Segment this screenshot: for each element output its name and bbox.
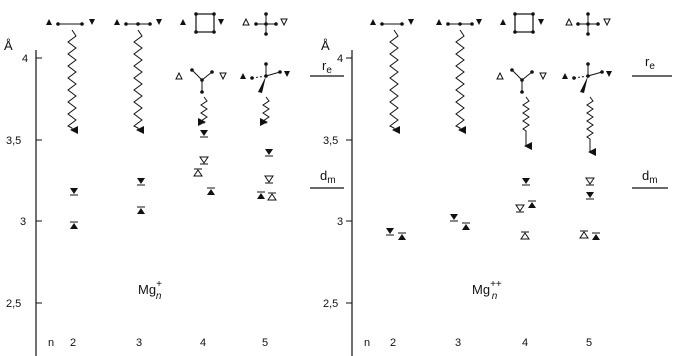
right-n-5: 5 [586,337,593,349]
right-n4-trigonal [497,68,546,94]
left-dm-label: $d_m$ [320,168,336,186]
right-n4-markers [516,178,536,239]
right-n3-structure [436,19,482,26]
left-n5-markers [257,149,276,200]
left-tick-label-4: 4 [22,53,29,65]
right-n-3: 3 [455,337,462,349]
left-tick-label-3: 3 [20,216,27,228]
right-n-label: n [364,337,371,349]
left-n5-3d [240,62,290,93]
right-tick-label-4: 4 [337,53,344,65]
right-n3-markers [450,214,470,230]
right-n5-planar [566,12,610,36]
right-n2-wavy-arrow [390,30,398,130]
left-n2-markers [70,188,78,229]
right-y-unit-label: Å [321,38,330,53]
left-n4-markers [194,130,215,195]
left-n3-wavy-arrow [134,30,142,130]
right-tick-label-3: 3 [337,216,344,228]
right-n-4: 4 [522,337,529,349]
left-panel [4,12,344,356]
left-n-3: 3 [136,337,143,349]
right-tick-label-3-5: 3,5 [323,135,339,147]
right-n-2: 2 [390,337,397,349]
left-tick-label-3-5: 3,5 [6,135,22,147]
left-y-unit-label: Å [4,38,13,53]
right-panel [321,12,672,356]
right-n2-structure [370,19,414,26]
left-n2-wavy-arrow [68,30,76,130]
left-n2-structure [46,19,95,26]
left-tick-label-2-5: 2,5 [6,298,22,310]
right-species-label: Mg++ n [472,279,502,302]
left-n4-trigonal [176,68,226,94]
left-n3-markers [137,178,145,214]
right-n3-wavy-arrow [456,30,464,130]
left-n-5: 5 [262,337,269,349]
right-dm-label: $d_m$ [642,168,658,186]
left-species-label: Mg+ n [138,279,162,302]
right-n2-markers [386,228,406,240]
right-re-label: $r_e$ [645,54,655,72]
right-n5-3d [562,62,612,93]
right-n4-square [500,12,544,34]
left-re-label: $r_e$ [322,58,332,76]
right-n5-markers [580,178,600,240]
left-n-4: 4 [200,337,207,349]
right-n5-wavy-arrow [587,97,593,152]
left-n3-structure [114,19,162,26]
left-n4-square [180,12,224,34]
left-n5-wavy-arrow [263,97,269,123]
left-n5-planar [243,12,287,36]
left-n4-wavy-arrow [201,97,207,123]
right-n4-wavy-arrow [523,97,529,146]
left-n-2: 2 [70,337,77,349]
left-n-label: n [48,337,55,349]
right-tick-label-2-5: 2,5 [323,298,339,310]
